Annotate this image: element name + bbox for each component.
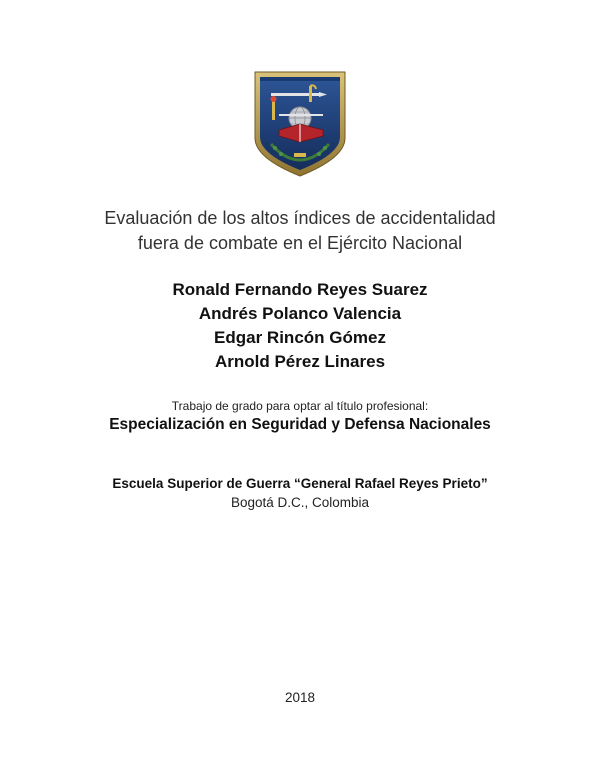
thesis-title [0,206,600,256]
military-school-crest-icon [253,70,347,178]
author-name: Edgar Rincón Gómez [214,328,386,347]
author-name: Ronald Fernando Reyes Suarez [172,280,428,299]
publication-year: 2018 [284,690,316,705]
author-name: Arnold Pérez Linares [214,352,386,371]
degree-title: Especialización en Seguridad y Defensa Nacionales [109,416,491,433]
degree-intro-text: Trabajo de grado para optar al título profesional: [171,399,429,413]
institution-name: Escuela Superior de Guerra “General Rafael Reyes Prieto” [112,476,488,491]
thesis-title-line-1: Evaluación de los altos índices de accidentalidad [104,208,496,228]
authors-list [0,278,600,374]
thesis-title-line-2: fuera de combate en el Ejército Nacional [137,233,463,253]
author-name: Andrés Polanco Valencia [198,304,402,323]
institution-city: Bogotá D.C., Colombia [230,495,370,510]
